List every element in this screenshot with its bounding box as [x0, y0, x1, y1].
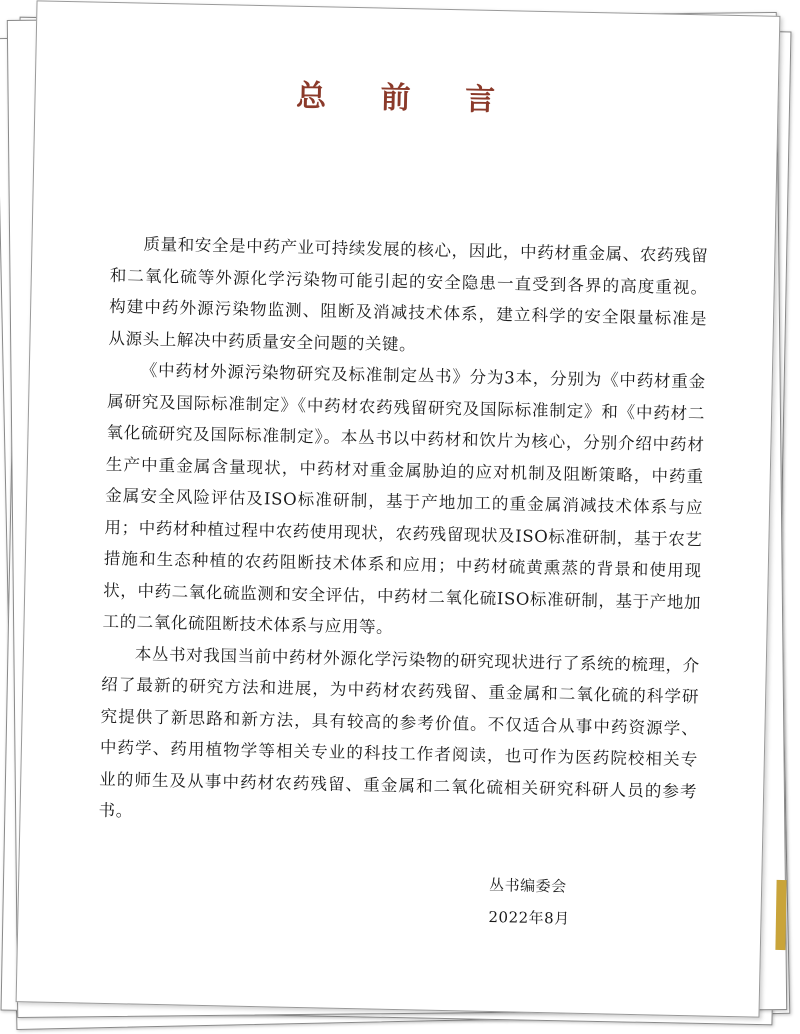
paragraph: 《中药材外源污染物研究及标准制定丛书》分为3本，分别为《中药材重金属研究及国际标准制定》《中药材农药残留研究及国际标准制定》和《中药材二氧化硫研究及国际标准制定》。本丛书以中药材和饮片为核心，分别介绍中药材生产中重金属含量现状，中药材对重金属胁迫的应对机制及阻断策略，中药重金属安全风险评估及ISO标准研制，基于产地加工的重金属消减技术体系与应用；中药材种植过程中农药使用现状，农药残留现状及ISO标准研制，基于农艺措施和生态种植的农药阻断技术体系和应用；中药材硫黄熏蒸的背景和使用现状，中药二氧化硫监测和安全评估，中药材二氧化硫ISO标准研制，基于产地加工的二氧化硫阻断技术体系与应用等。: [102, 360, 706, 637]
page-title: 总 前 言: [295, 78, 518, 119]
paragraph: 本丛书对我国当前中药材外源化学污染物的研究现状进行了系统的梳理，介绍了最新的研究方法和进展，为中药材农药残留、重金属和二氧化硫的科学研究提供了新思路和新方法，具有较高的参考价值。不仅适合从事中药资源学、中药学、药用植物学等相关专业的科技工作者阅读，也可作为医药院校相关专业的师生及从事中药材农药残留、重金属和二氧化硫相关研究科研人员的参考书。: [98, 644, 700, 821]
signature-author: 丛书编委会: [488, 875, 567, 896]
signature-block: [488, 869, 571, 935]
preface-body: [98, 228, 708, 839]
signature-date: 2022年8月: [488, 907, 570, 928]
back-page-gold-edge: [775, 880, 786, 950]
preface-page: [16, 0, 781, 1017]
paragraph: 质量和安全是中药产业可持续发展的核心，因此，中药材重金属、农药残留和二氧化硫等外源化学污染物可能引起的安全隐患一直受到各界的高度重视。构建中药外源污染物监测、阻断及消减技术体系，建立科学的安全限量标准是从源头上解决中药质量安全问题的关键。: [108, 234, 709, 354]
